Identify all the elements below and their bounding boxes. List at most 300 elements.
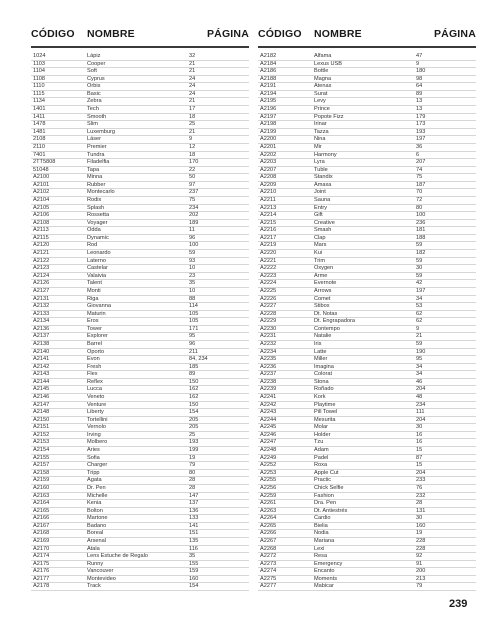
table-row	[31, 386, 249, 394]
product-code: 51048	[33, 166, 49, 173]
product-name: Venture	[87, 401, 107, 408]
product-code: 1481	[33, 128, 46, 135]
product-name: Tuble	[314, 166, 328, 173]
product-name: Cyprus	[87, 75, 105, 82]
table-row	[258, 470, 476, 478]
table-row	[258, 242, 476, 250]
product-code: A2245	[260, 424, 277, 431]
product-page: 21	[189, 68, 196, 75]
product-name: Mir	[314, 143, 322, 150]
product-page: 22	[189, 166, 196, 173]
product-page: 16	[416, 439, 423, 446]
product-name: Explorer	[87, 333, 108, 340]
product-page: 190	[416, 348, 426, 355]
product-name: Soft	[87, 68, 97, 75]
product-page: 170	[189, 159, 199, 166]
table-row	[258, 114, 476, 122]
product-name: Valaivia	[87, 272, 107, 279]
product-name: Tapa	[87, 166, 100, 173]
product-code: 2TT5808	[33, 159, 56, 166]
product-name: Vancouver	[87, 568, 114, 575]
product-code: A2272	[260, 553, 277, 560]
product-code: A2267	[260, 538, 277, 544]
product-name: Miller	[314, 356, 328, 363]
table-row	[31, 174, 249, 182]
table-row	[258, 379, 476, 387]
product-page: 179	[416, 113, 426, 120]
table-row	[31, 356, 249, 364]
product-code: A2147	[33, 401, 50, 408]
product-code: A2104	[33, 196, 50, 203]
product-page: 11	[189, 227, 195, 234]
header-code: CÓDIGO	[258, 28, 302, 40]
product-name: Imagina	[314, 363, 334, 370]
product-name: Oporto	[87, 348, 105, 355]
product-page: 228	[416, 538, 426, 544]
product-page: 181	[416, 227, 426, 234]
product-name: Arsenal	[87, 538, 106, 544]
product-code: A2230	[260, 325, 277, 332]
table-row	[258, 439, 476, 447]
table-row	[31, 462, 249, 470]
product-page: 173	[416, 121, 426, 128]
product-page: 96	[189, 234, 196, 241]
product-code: A2263	[260, 507, 277, 514]
product-code: A2132	[33, 303, 50, 310]
table-row	[258, 273, 476, 281]
table-row	[31, 136, 249, 144]
product-name: Tech	[87, 106, 99, 113]
product-page: 13	[416, 106, 423, 113]
table-row	[258, 250, 476, 258]
product-code: A2273	[260, 560, 277, 567]
product-name: Practic	[314, 477, 332, 484]
product-code: A2261	[260, 500, 277, 507]
product-code: A2236	[260, 363, 277, 370]
table-row	[258, 386, 476, 394]
table-row	[31, 500, 249, 508]
table-row	[31, 485, 249, 493]
product-page: 116	[189, 545, 198, 552]
table-row	[258, 129, 476, 137]
product-name: Apple Cut	[314, 469, 339, 476]
table-row	[31, 182, 249, 190]
table-row	[258, 576, 476, 584]
product-code: A2202	[260, 151, 277, 158]
product-page: 34	[416, 363, 423, 370]
product-code: A2127	[33, 287, 50, 294]
table-row	[258, 318, 476, 326]
table-row	[31, 189, 249, 197]
product-code: A2136	[33, 325, 50, 332]
product-name: Mabicar	[314, 583, 334, 590]
product-code: A2264	[260, 515, 277, 522]
table-row	[31, 273, 249, 281]
product-name: Irinar	[314, 121, 327, 128]
product-index-left	[31, 53, 249, 591]
product-name: Orbis	[87, 83, 101, 90]
table-row	[258, 311, 476, 319]
product-code: A2253	[260, 469, 277, 476]
product-code: A2153	[33, 439, 50, 446]
table-row	[258, 136, 476, 144]
product-name: Minna	[87, 174, 103, 181]
product-name: Smash	[314, 227, 332, 234]
product-code: A2196	[260, 106, 277, 113]
product-page: 204	[416, 469, 426, 476]
product-page: 24	[189, 83, 196, 90]
product-page: 199	[189, 447, 199, 454]
product-page: 234	[416, 401, 426, 408]
product-code: A2220	[260, 250, 277, 257]
table-row	[258, 394, 476, 402]
product-page: 205	[189, 416, 199, 423]
table-row	[258, 76, 476, 84]
table-row	[31, 91, 249, 99]
product-name: Cooper	[87, 60, 106, 67]
product-page: 189	[189, 219, 199, 226]
product-name: Evon	[87, 356, 100, 363]
table-row	[31, 205, 249, 213]
product-name: Laterno	[87, 257, 106, 264]
table-row	[258, 167, 476, 175]
table-row	[258, 523, 476, 531]
product-name: Slim	[87, 121, 98, 128]
product-name: Creative	[314, 219, 335, 226]
product-page: 47	[416, 53, 423, 59]
product-name: Levy	[314, 98, 326, 105]
product-page: 19	[416, 530, 423, 537]
product-name: Tzu	[314, 439, 324, 446]
product-name: Stibox	[314, 303, 330, 310]
product-name: Holder	[314, 431, 331, 438]
product-name: Tripp	[87, 469, 100, 476]
product-code: A2182	[260, 53, 277, 59]
table-row	[31, 493, 249, 501]
product-page: 202	[189, 212, 199, 219]
product-code: A2243	[260, 409, 277, 416]
product-page: 70	[416, 189, 423, 196]
product-page: 25	[189, 431, 196, 438]
header-divider-right	[258, 46, 476, 48]
product-code: A2151	[33, 424, 50, 431]
table-row	[258, 98, 476, 106]
product-code: A2221	[260, 257, 277, 264]
product-code: 1115	[33, 90, 45, 97]
product-page: 150	[189, 378, 199, 385]
product-code: A2142	[33, 363, 50, 370]
table-row	[31, 349, 249, 357]
product-code: A2244	[260, 416, 277, 423]
product-name: Joint	[314, 189, 326, 196]
product-page: 133	[189, 515, 199, 522]
product-name: Barrel	[87, 340, 102, 347]
product-page: 23	[189, 272, 196, 279]
table-header-left	[31, 28, 249, 44]
product-code: 1401	[33, 106, 46, 113]
product-code: A2176	[33, 568, 50, 575]
product-page: 32	[189, 53, 196, 59]
table-row	[258, 424, 476, 432]
product-name: Lucca	[87, 386, 102, 393]
product-page: 79	[189, 462, 196, 469]
product-page: 234	[189, 204, 199, 211]
product-page: 91	[416, 560, 423, 567]
product-page: 204	[416, 416, 426, 423]
product-page: 137	[189, 500, 199, 507]
product-name: Agata	[87, 477, 102, 484]
product-name: Dr. Pen	[87, 484, 106, 491]
header-code: CÓDIGO	[31, 28, 75, 40]
table-row	[31, 333, 249, 341]
product-name: Filadelfia	[87, 159, 110, 166]
product-name: Dynamic	[87, 234, 109, 241]
product-page: 162	[189, 386, 199, 393]
product-page: 15	[416, 462, 423, 469]
table-row	[31, 106, 249, 114]
product-code: A2152	[33, 431, 50, 438]
table-row	[31, 546, 249, 554]
product-code: A2166	[33, 515, 50, 522]
header-page: PÁGINA	[433, 28, 476, 40]
product-code: A2210	[260, 189, 277, 196]
product-name: Standix	[314, 174, 333, 181]
table-row	[258, 144, 476, 152]
product-page: 105	[189, 318, 199, 325]
product-page: 180	[416, 68, 426, 75]
product-name: Amaxa	[314, 181, 332, 188]
table-row	[31, 121, 249, 129]
product-code: A2121	[33, 250, 50, 257]
product-page: 98	[416, 75, 423, 82]
product-page: 89	[189, 371, 196, 378]
product-page: 16	[416, 431, 423, 438]
product-name: Zebra	[87, 98, 102, 105]
product-name: Rod	[87, 242, 98, 249]
product-page: 135	[189, 538, 199, 544]
product-name: Boreal	[87, 530, 104, 537]
header-name: NOMBRE	[314, 28, 362, 40]
table-row	[258, 83, 476, 91]
product-code: A2216	[260, 227, 277, 234]
table-row	[258, 432, 476, 440]
product-name: Alfama	[314, 53, 332, 59]
product-page: 204	[416, 386, 426, 393]
product-code: A2247	[260, 439, 277, 446]
table-row	[258, 364, 476, 372]
product-code: A2214	[260, 212, 277, 219]
product-name: Rodix	[87, 196, 102, 203]
product-name: Veneto	[87, 394, 105, 401]
product-page: 15	[416, 447, 423, 454]
product-page: 24	[189, 75, 196, 82]
table-row	[31, 568, 249, 576]
product-page: 59	[416, 257, 423, 264]
product-page: 93	[189, 257, 196, 264]
product-page: 75	[189, 196, 196, 203]
product-code: A2195	[260, 98, 277, 105]
product-name: Runny	[87, 560, 104, 567]
product-name: Bielia	[314, 522, 328, 529]
product-code: A2237	[260, 371, 277, 378]
product-code: A2265	[260, 522, 277, 529]
product-name: Roñado	[314, 386, 334, 393]
product-page: 114	[189, 303, 198, 310]
table-row	[258, 447, 476, 455]
product-page: 80	[416, 204, 423, 211]
table-row	[258, 500, 476, 508]
product-code: 1110	[33, 83, 45, 90]
product-page: 151	[189, 530, 199, 537]
product-code: 1108	[33, 75, 46, 82]
table-row	[31, 250, 249, 258]
product-page: 21	[416, 333, 423, 340]
product-code: A2145	[33, 386, 50, 393]
table-row	[258, 341, 476, 349]
product-name: Entry	[314, 204, 328, 211]
product-page: 19	[189, 454, 196, 461]
product-code: A2143	[33, 371, 50, 378]
product-name: Dra. Pen	[314, 500, 337, 507]
table-row	[31, 220, 249, 228]
product-page: 200	[416, 568, 426, 575]
table-row	[31, 409, 249, 417]
product-code: A2252	[260, 462, 277, 469]
table-row	[31, 258, 249, 266]
table-row	[258, 288, 476, 296]
product-name: Michelle	[87, 492, 108, 499]
product-name: Premier	[87, 143, 107, 150]
product-page: 105	[189, 310, 199, 317]
product-page: 9	[189, 136, 193, 143]
product-code: A2133	[33, 310, 50, 317]
product-page: 59	[189, 250, 196, 257]
product-name: Moments	[314, 575, 338, 582]
product-name: Padel	[314, 454, 329, 461]
product-page: 79	[416, 583, 423, 590]
product-page: 237	[189, 189, 199, 196]
product-page: 197	[416, 287, 426, 294]
product-name: Lens Estuche de Regalo	[87, 553, 148, 560]
product-page: 207	[416, 159, 426, 166]
product-page: 228	[416, 545, 426, 552]
product-page: 10	[189, 265, 196, 272]
table-row	[258, 303, 476, 311]
product-page: 233	[416, 477, 426, 484]
product-page: 75	[416, 174, 423, 181]
product-name: Natalie	[314, 333, 332, 340]
product-code: 2108	[33, 136, 46, 143]
table-row	[31, 280, 249, 288]
product-name: Martone	[87, 515, 108, 522]
table-row	[258, 508, 476, 516]
product-name: Bottle	[314, 68, 329, 75]
product-code: A2249	[260, 454, 277, 461]
product-page: 48	[416, 394, 423, 401]
product-name: Odda	[87, 227, 101, 234]
product-code: 1134	[33, 98, 46, 105]
product-page: 154	[189, 409, 199, 416]
table-row	[31, 114, 249, 122]
table-row	[258, 326, 476, 334]
product-name: Reflex	[87, 378, 103, 385]
table-row	[258, 493, 476, 501]
product-code: A2268	[260, 545, 277, 552]
product-code: A2170	[33, 545, 50, 552]
product-page: 46	[416, 378, 423, 385]
product-name: Kork	[314, 394, 326, 401]
product-code: A2157	[33, 462, 50, 469]
product-page: 213	[416, 575, 426, 582]
product-code: A2122	[33, 257, 50, 264]
table-row	[31, 235, 249, 243]
product-code: A2164	[33, 500, 50, 507]
product-page: 160	[416, 522, 426, 529]
table-row	[258, 402, 476, 410]
table-row	[258, 349, 476, 357]
product-code: A2200	[260, 136, 277, 143]
product-code: A2131	[33, 295, 50, 302]
product-code: A2120	[33, 242, 50, 249]
product-name: Cardio	[314, 515, 331, 522]
product-page: 25	[189, 121, 196, 128]
product-page: 62	[416, 318, 423, 325]
product-name: Luxemburg	[87, 128, 115, 135]
product-code: A2232	[260, 340, 277, 347]
table-row	[258, 553, 476, 561]
table-row	[258, 462, 476, 470]
product-name: Vernolo	[87, 424, 106, 431]
table-row	[258, 356, 476, 364]
product-name: Iris	[314, 340, 322, 347]
product-code: A2201	[260, 143, 277, 150]
product-code: A2146	[33, 394, 50, 401]
table-row	[31, 265, 249, 273]
product-name: Tower	[87, 325, 102, 332]
product-page: 150	[189, 401, 199, 408]
product-page: 100	[416, 212, 426, 219]
product-code: A2209	[260, 181, 277, 188]
product-code: A2134	[33, 318, 50, 325]
product-code: A2141	[33, 356, 50, 363]
product-name: Dt. Antiestrés	[314, 507, 348, 514]
product-code: 1024	[33, 53, 46, 59]
product-code: A2106	[33, 212, 50, 219]
product-name: Emergency	[314, 560, 343, 567]
product-code: A2175	[33, 560, 50, 567]
product-code: A2211	[260, 196, 276, 203]
table-row	[258, 212, 476, 220]
table-row	[31, 159, 249, 167]
product-name: Encanto	[314, 568, 335, 575]
product-page: 95	[416, 356, 423, 363]
product-name: Splash	[87, 204, 105, 211]
table-row	[31, 538, 249, 546]
product-page: 9	[416, 325, 420, 332]
table-row	[258, 106, 476, 114]
product-page: 155	[189, 560, 199, 567]
product-name: Playtime	[314, 401, 336, 408]
product-name: Kenia	[87, 500, 102, 507]
product-page: 92	[416, 553, 423, 560]
product-code: A2256	[260, 484, 277, 491]
product-code: A2123	[33, 265, 50, 272]
product-name: Atala	[87, 545, 100, 552]
table-header-right	[258, 28, 476, 44]
product-page: 6	[416, 151, 420, 158]
product-code: A2259	[260, 492, 277, 499]
product-code: A2177	[33, 575, 50, 582]
